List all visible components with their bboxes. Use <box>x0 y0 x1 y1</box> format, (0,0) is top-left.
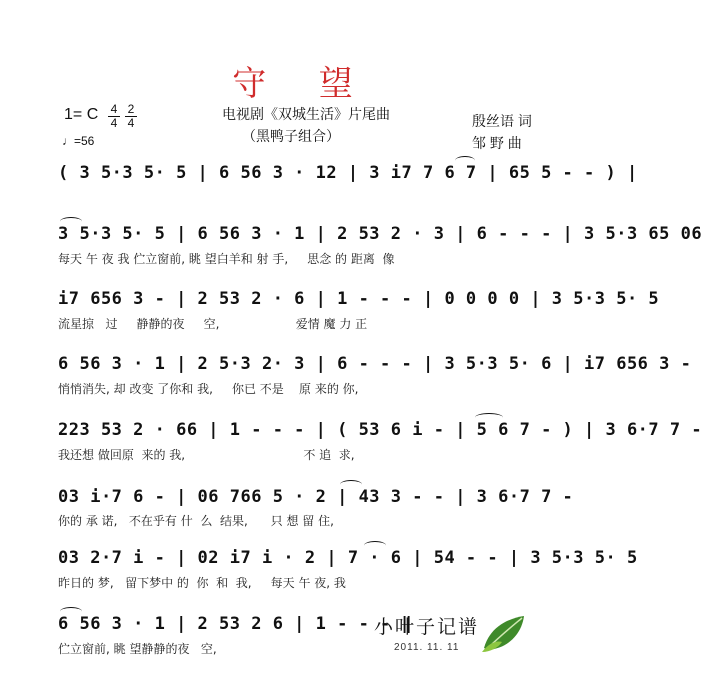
lyric-line-8: 伫立窗前, 眺 望静静的夜 空, <box>58 642 217 656</box>
lyric-line-5: 我还想 做回原 来的 我, 不 追 求, <box>58 448 355 462</box>
performer: （黑鸭子组合） <box>242 128 340 144</box>
song-title: 守 望 <box>232 66 375 103</box>
slur-mark <box>60 217 82 226</box>
notation-line-5: 223 53 2 · 66 | 1 - - - | ( 53 6 i - | 5 6 7 - ) | 3 6·7 7 - <box>58 420 702 440</box>
time-signature-2-4: $\frac{2}{4}$ <box>125 103 137 130</box>
subtitle: 电视剧《双城生活》片尾曲 <box>222 106 390 122</box>
notation-line-7: 03 2·7 i - | 02 i7 i · 2 | 7 · 6 | 54 - - | 3 5·3 5· 5 <box>58 548 638 568</box>
slur-mark <box>60 607 82 616</box>
notation-line-3: i7 656 3 - | 2 53 2 · 6 | 1 - - - | 0 0 0 0 | 3 5·3 5· 5 <box>58 289 660 309</box>
date-stamp: 2011. 11. 11 <box>394 642 460 653</box>
logo-text: 小叶子记谱 <box>374 616 480 638</box>
time-signature-4-4: $\frac{4}{4}$ <box>108 103 120 130</box>
notation-line-1: ( 3 5·3 5· 5 | 6 56 3 · 12 | 3 i7 7 6 7 | 65 5 - - ) | <box>58 163 638 183</box>
slur-mark <box>340 480 362 489</box>
notation-line-2: 3 5·3 5· 5 | 6 56 3 · 1 | 2 53 2 · 3 | 6 - - - | 3 5·3 65 06 <box>58 224 702 244</box>
lyricist: 殷丝语 词 <box>472 113 532 129</box>
lyric-line-4: 悄悄消失, 却 改变 了你和 我, 你已 不是 原 来的 你, <box>58 382 359 396</box>
lyric-line-6: 你的 承 诺, 不在乎有 什 么 结果, 只 想 留 住, <box>58 514 334 528</box>
lyric-line-7: 昨日的 梦, 留下梦中 的 你 和 我, 每天 午 夜, 我 <box>58 576 346 590</box>
slur-mark <box>455 156 475 165</box>
slur-mark <box>364 541 386 550</box>
notation-line-4: 6 56 3 · 1 | 2 5·3 2· 3 | 6 - - - | 3 5·3 5· 6 | i7 656 3 - <box>58 354 692 374</box>
leaf-icon <box>480 614 528 654</box>
key-signature: 1= C <box>64 106 99 123</box>
notation-line-8: 6 56 3 · 1 | 2 53 2 6 | 1 - - - ‖ <box>58 614 413 634</box>
slur-mark <box>475 413 503 422</box>
lyric-line-3: 流星掠 过 静静的夜 空, 爱情 魔 力 正 <box>58 317 368 331</box>
tempo-marking: ♩=56 <box>62 134 95 148</box>
composer: 邹 野 曲 <box>472 135 522 151</box>
lyric-line-2: 每天 午 夜 我 伫立窗前, 眺 望白羊和 射 手, 思念 的 距离 像 <box>58 252 395 266</box>
notation-line-6: 03 i·7 6 - | 06 766 5 · 2 | 43 3 - - | 3 6·7 7 - <box>58 487 574 507</box>
